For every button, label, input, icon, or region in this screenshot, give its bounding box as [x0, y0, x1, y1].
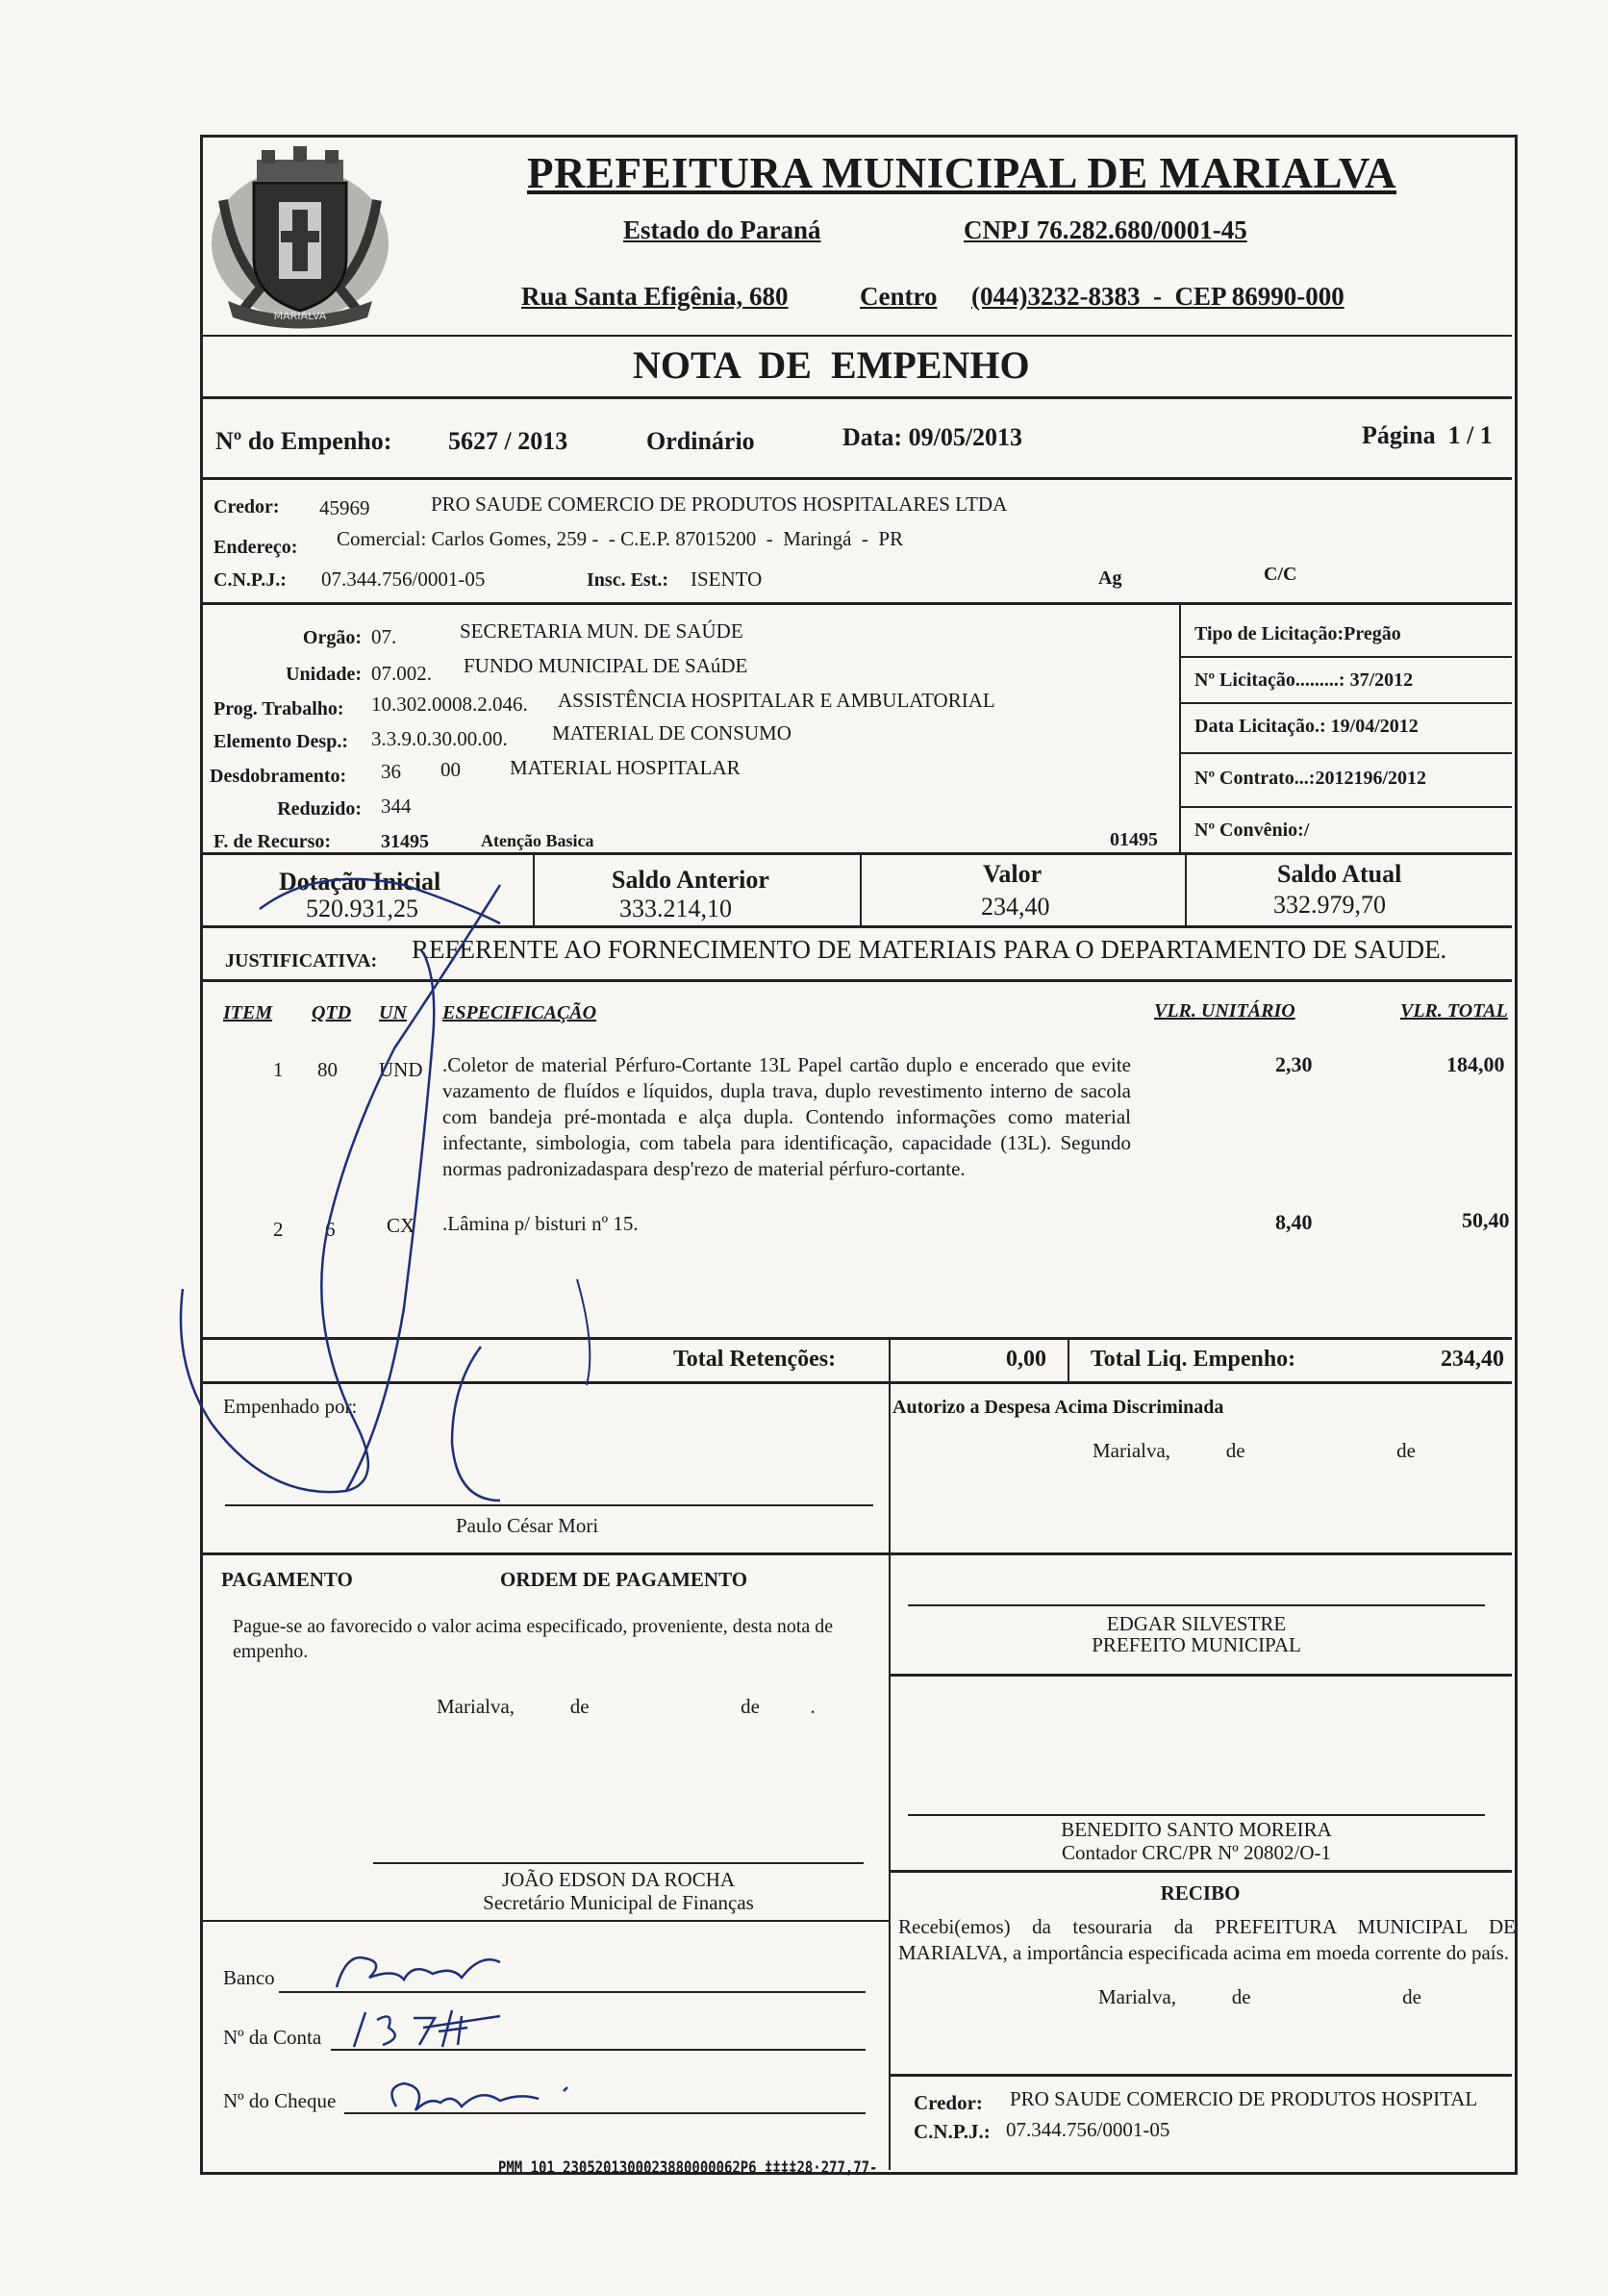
- contador-cargo: Contador CRC/PR Nº 20802/O-1: [1061, 1841, 1332, 1864]
- item1-un: UND: [379, 1058, 423, 1081]
- col-vlr-unitario: VLR. UNITÁRIO: [1154, 1000, 1295, 1022]
- recibo-title: RECIBO: [1160, 1881, 1241, 1905]
- credor-cnpj: 07.344.756/0001-05: [321, 568, 486, 591]
- item2-total: 50,40: [1462, 1208, 1510, 1232]
- doc-title: NOTA DE EMPENHO: [633, 343, 1030, 387]
- total-retencoes-value: 0,00: [1006, 1347, 1046, 1372]
- item1-unit: 2,30: [1275, 1052, 1313, 1076]
- dotacao-value: 520.931,25: [306, 895, 418, 922]
- address-text: Rua Santa Efigênia, 680: [521, 282, 789, 311]
- autorizo-text: Autorizo a Despesa Acima Discriminada: [892, 1397, 1224, 1418]
- pague-se-text: Pague-se ao favorecido o valor acima especificado, proveniente, desta nota de empenho.: [233, 1616, 834, 1662]
- col-qtd: QTD: [312, 1002, 352, 1023]
- empenhado-nome: Paulo César Mori: [456, 1514, 599, 1537]
- ordem-pagamento-label: ORDEM DE PAGAMENTO: [500, 1568, 748, 1591]
- recibo-cnpj-label: C.N.P.J.:: [914, 2120, 991, 2143]
- total-liq-label: Total Liq. Empenho:: [1091, 1347, 1296, 1372]
- recurso-code: 01495: [1110, 829, 1158, 850]
- dotacao-label: Dotação Inicial: [279, 868, 441, 896]
- col-especificacao: ESPECIFICAÇÃO: [442, 1002, 597, 1023]
- recurso-name: Atenção Basica: [481, 831, 594, 850]
- col-item: ITEM: [223, 1002, 273, 1023]
- ordem-local-data: Marialva, de de .: [437, 1695, 816, 1718]
- prefeito-nome: EDGAR SILVESTRE: [1106, 1612, 1287, 1635]
- saldo-anterior-value: 333.214,10: [619, 895, 732, 922]
- secretario-nome: JOÃO EDSON DA ROCHA: [501, 1868, 736, 1891]
- page-title: PREFEITURA MUNICIPAL DE MARIALVA: [527, 149, 1397, 197]
- autorizo-local-data: Marialva, de de: [1093, 1439, 1416, 1462]
- unidade-label: Unidade:: [286, 664, 362, 685]
- col-un: UN: [379, 1002, 407, 1023]
- elem-code: 3.3.9.0.30.00.00.: [371, 727, 508, 750]
- item1-qtd: 80: [317, 1058, 338, 1081]
- cc-label: C/C: [1264, 564, 1297, 585]
- district-text: Centro: [860, 282, 938, 311]
- saldo-anterior-label: Saldo Anterior: [612, 866, 769, 894]
- item2-unit: 8,40: [1275, 1210, 1313, 1234]
- secretario-cargo: Secretário Municipal de Finanças: [483, 1891, 754, 1914]
- prog-label: Prog. Trabalho:: [214, 698, 344, 719]
- item1-total: 184,00: [1446, 1052, 1505, 1076]
- insc-value: ISENTO: [691, 568, 763, 591]
- valor-value: 234,40: [981, 893, 1050, 921]
- item2-qtd: 6: [325, 1218, 336, 1241]
- cnpj-header: CNPJ 76.282.680/0001-45: [964, 215, 1247, 244]
- endereco-label: Endereço:: [214, 537, 298, 558]
- credor-code: 45969: [319, 496, 370, 519]
- empenho-date: Data: 09/05/2013: [842, 423, 1023, 451]
- conta-label: Nº da Conta: [223, 2026, 322, 2049]
- insc-label: Insc. Est.:: [587, 569, 669, 591]
- recibo-credor-value: PRO SAUDE COMERCIO DE PRODUTOS HOSPITAL: [1010, 2087, 1478, 2110]
- orgao-code: 07.: [371, 625, 397, 648]
- numero-contrato: Nº Contrato...:2012196/2012: [1194, 768, 1427, 789]
- endereco-value: Comercial: Carlos Gomes, 259 - - C.E.P. 87015200 - Maringá - PR: [337, 527, 904, 550]
- recurso-value: 31495: [381, 831, 429, 852]
- prog-code: 10.302.0008.2.046.: [371, 693, 528, 716]
- saldo-atual-value: 332.979,70: [1273, 891, 1386, 919]
- empenho-number-label: Nº do Empenho:: [215, 427, 392, 455]
- desd-code2: 00: [440, 758, 461, 781]
- pagamento-label: PAGAMENTO: [221, 1568, 353, 1591]
- unidade-code: 07.002.: [371, 662, 432, 685]
- desd-code1: 36: [381, 760, 401, 783]
- orgao-label: Orgão:: [302, 627, 362, 648]
- recurso-label: F. de Recurso:: [214, 831, 332, 852]
- cnpj-label: C.N.P.J.:: [214, 569, 287, 591]
- numero-convenio: Nº Convênio:/: [1194, 820, 1310, 841]
- page-number: Página 1 / 1: [1362, 421, 1493, 449]
- numero-licitacao: Nº Licitação.........: 37/2012: [1194, 669, 1414, 691]
- empenhado-label: Empenhado por:: [223, 1395, 358, 1418]
- valor-label: Valor: [983, 860, 1043, 888]
- credor-name: PRO SAUDE COMERCIO DE PRODUTOS HOSPITALARES LTDA: [431, 492, 1008, 516]
- total-retencoes-label: Total Retenções:: [673, 1347, 837, 1372]
- justificativa-label: JUSTIFICATIVA:: [225, 950, 378, 971]
- item1-number: 1: [273, 1058, 284, 1081]
- data-licitacao: Data Licitação.: 19/04/2012: [1194, 716, 1419, 737]
- reduzido-label: Reduzido:: [277, 798, 362, 820]
- orgao-name: SECRETARIA MUN. DE SAÚDE: [460, 619, 743, 643]
- recibo-cnpj-value: 07.344.756/0001-05: [1006, 2118, 1170, 2141]
- unidade-name: FUNDO MUNICIPAL DE SAúDE: [464, 654, 748, 677]
- empenho-number: 5627 / 2013: [448, 427, 568, 455]
- item2-desc: .Lâmina p/ bisturi nº 15.: [442, 1212, 639, 1235]
- item2-number: 2: [273, 1218, 284, 1241]
- prefeito-cargo: PREFEITO MUNICIPAL: [1092, 1633, 1301, 1656]
- recibo-text: Recebi(emos) da tesouraria da PREFEITURA MUNICIPAL DE MARIALVA, a importância especificada acima em moeda corrente do país.: [898, 1915, 1516, 1964]
- state-text: Estado do Paraná: [623, 215, 821, 244]
- banco-label: Banco: [223, 1966, 275, 1989]
- saldo-atual-label: Saldo Atual: [1277, 860, 1402, 888]
- cheque-label: Nº do Cheque: [223, 2089, 337, 2112]
- svg-text:MARIALVA: MARIALVA: [273, 310, 327, 322]
- recibo-credor-label: Credor:: [914, 2091, 983, 2114]
- phone-cep-text: (044)3232-8383 - CEP 86990-000: [971, 282, 1344, 311]
- recibo-local-data: Marialva, de de: [1098, 1985, 1421, 2008]
- empenho-type: Ordinário: [646, 427, 755, 455]
- contador-nome: BENEDITO SANTO MOREIRA: [1061, 1818, 1332, 1841]
- elem-name: MATERIAL DE CONSUMO: [552, 721, 791, 744]
- item2-un: CX: [387, 1214, 415, 1237]
- desd-name: MATERIAL HOSPITALAR: [510, 756, 741, 779]
- total-liq-value: 234,40: [1441, 1347, 1504, 1372]
- tipo-licitacao: Tipo de Licitação:Pregão: [1194, 623, 1401, 644]
- reduzido-value: 344: [381, 795, 412, 818]
- justificativa-text: REFERENTE AO FORNECIMENTO DE MATERIAIS PARA O DEPARTAMENTO DE SAUDE.: [412, 935, 1447, 964]
- elem-label: Elemento Desp.:: [214, 731, 348, 752]
- col-vlr-total: VLR. TOTAL: [1400, 1000, 1508, 1022]
- desd-label: Desdobramento:: [210, 766, 347, 787]
- footer-code: PMM 101 2305201300023880000062P6 ‡‡‡‡28·277,77-: [498, 2158, 878, 2178]
- item1-desc: .Coletor de material Pérfuro-Cortante 13L Papel cartão duplo e encerado que evite vazamento de fluídos e líquidos, dupla trava, duplo revestimento interno de sacola com bandeja pré-montada e alça dupla. Contendo informações como material infectante, simbologia, com tabela para identificação, capacidade (13L). Segundo normas padronizadaspara desp'rezo de material pérfuro-cortante.: [442, 1053, 1131, 1180]
- prog-name: ASSISTÊNCIA HOSPITALAR E AMBULATORIAL: [558, 689, 995, 712]
- ag-label: Ag: [1098, 568, 1122, 589]
- credor-label: Credor:: [214, 496, 280, 517]
